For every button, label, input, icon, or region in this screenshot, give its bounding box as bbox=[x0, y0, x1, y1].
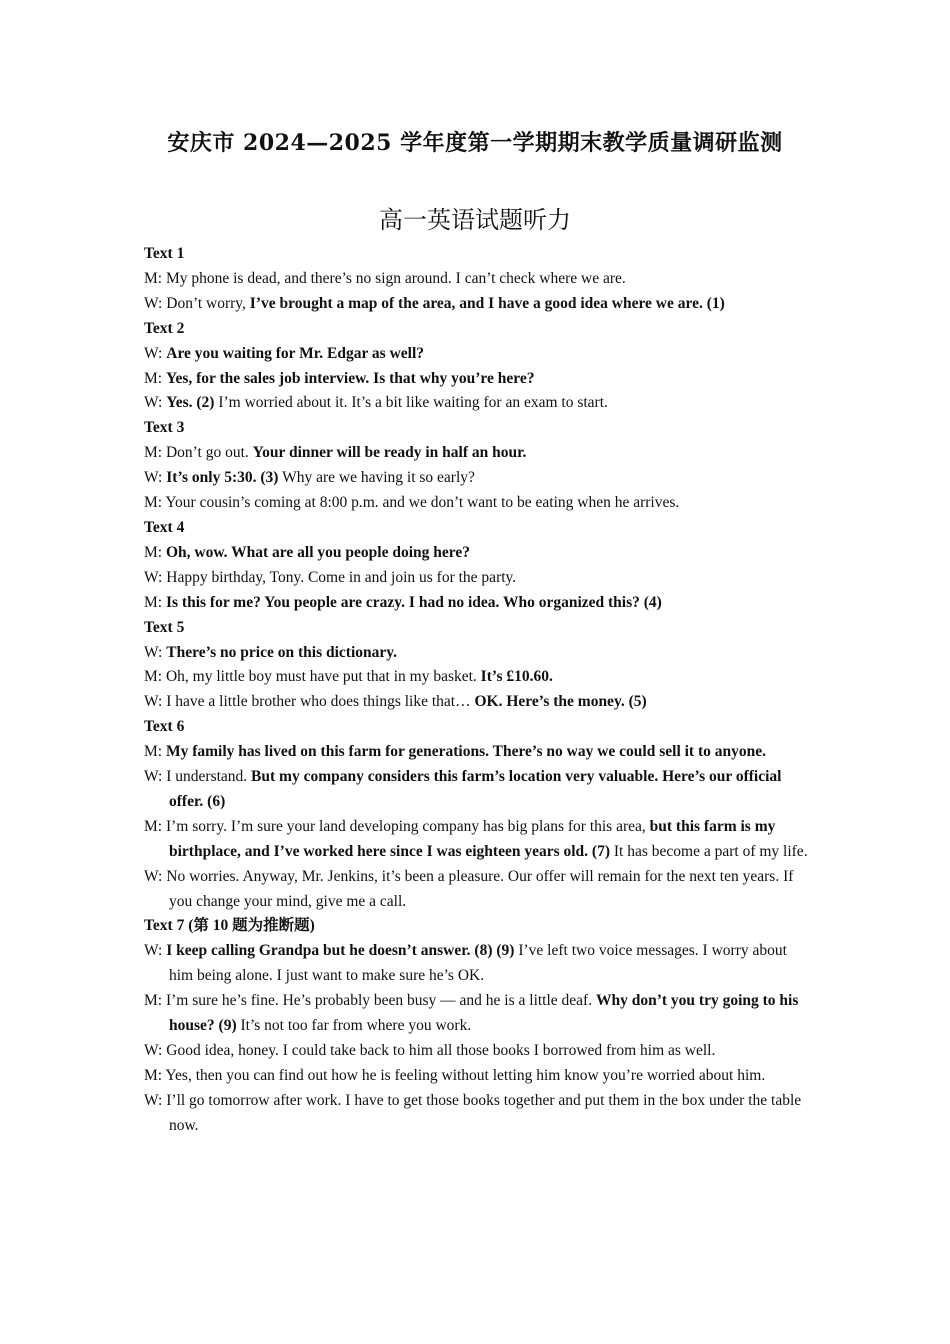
speaker-label: W: bbox=[144, 643, 163, 661]
answer-highlight: It’s only 5:30. (3) bbox=[166, 469, 279, 487]
speaker-label: M: bbox=[144, 444, 163, 462]
text-heading: Text 2 bbox=[144, 319, 185, 337]
dialogue-text: It has become a part of my life. bbox=[610, 842, 808, 860]
speaker-label: W: bbox=[144, 942, 163, 960]
dialogue-text: I’m worried about it. It’s a bit like waiting for an exam to start. bbox=[214, 394, 608, 412]
dialogue-line bbox=[144, 367, 810, 392]
speaker-label: W: bbox=[144, 394, 163, 412]
dialogue-line bbox=[144, 765, 810, 815]
answer-highlight: My family has lived on this farm for generations. There’s no way we could sell it to anyone. bbox=[165, 743, 767, 761]
dialogue-line bbox=[144, 1039, 810, 1064]
dialogue-line bbox=[144, 466, 810, 491]
answer-highlight: I keep calling Grandpa but he doesn’t answer. (8) (9) bbox=[166, 942, 515, 960]
speaker-label: W: bbox=[144, 693, 163, 711]
answer-highlight: Is this for me? You people are crazy. I had no idea. Who organized this? (4) bbox=[165, 593, 662, 611]
dialogue-line bbox=[144, 267, 810, 292]
dialogue-line bbox=[144, 665, 810, 690]
speaker-label: W: bbox=[144, 867, 163, 885]
dialogue-text: It’s not too far from where you work. bbox=[236, 1017, 472, 1035]
speaker-label: M: bbox=[144, 817, 163, 835]
speaker-label: W: bbox=[144, 568, 163, 586]
dialogue-line bbox=[144, 740, 810, 765]
speaker-label: M: bbox=[144, 743, 163, 761]
speaker-label: W: bbox=[144, 1091, 163, 1109]
text-heading: Text 1 bbox=[144, 245, 185, 262]
dialogue-text: Good idea, honey. I could take back to him all those books I borrowed from him as well. bbox=[166, 1042, 716, 1059]
dialogue-line bbox=[144, 391, 810, 416]
speaker-label: M: bbox=[144, 543, 163, 561]
document-subtitle: 高一英语试题听力 bbox=[379, 206, 571, 234]
speaker-label: M: bbox=[144, 1066, 163, 1084]
text-heading: Text 4 bbox=[144, 518, 185, 536]
dialogue-line bbox=[144, 865, 810, 915]
dialogue-text: I’ve left two voice messages. I worry about him being alone. I just want to make sure he’s OK. bbox=[169, 942, 787, 985]
speaker-label: W: bbox=[144, 1042, 163, 1059]
text-heading: Text 6 bbox=[144, 718, 185, 736]
dialogue-line bbox=[144, 292, 810, 317]
speaker-label: M: bbox=[144, 992, 163, 1010]
dialogue-line bbox=[144, 541, 810, 566]
dialogue-text: Don’t worry, bbox=[166, 294, 250, 312]
dialogue-line bbox=[144, 815, 810, 865]
dialogue-text: Yes, then you can find out how he is feeling without letting him know you’re worried about him. bbox=[165, 1066, 766, 1084]
speaker-label: M: bbox=[144, 269, 163, 287]
dialogue-line bbox=[144, 342, 810, 367]
dialogue-text: I’m sorry. I’m sure your land developing company has big plans for this area, bbox=[165, 817, 650, 835]
document-title: 安庆市 2024—2025 学年度第一学期期末教学质量调研监测 bbox=[167, 130, 783, 156]
answer-highlight: Yes, for the sales job interview. Is that why you’re here? bbox=[165, 369, 535, 387]
dialogue-line bbox=[144, 989, 810, 1039]
dialogue-text: Why are we having it so early? bbox=[278, 469, 475, 487]
answer-highlight: It’s £10.60. bbox=[480, 668, 553, 686]
dialogue-line bbox=[144, 1089, 810, 1139]
answer-highlight: Yes. (2) bbox=[166, 394, 215, 412]
dialogue-text: No worries. Anyway, Mr. Jenkins, it’s been a pleasure. Our offer will remain for the next ten years. If you change your mind, give me a call. bbox=[166, 867, 794, 910]
dialogue-text: I have a little brother who does things like that… bbox=[166, 693, 475, 711]
speaker-label: W: bbox=[144, 469, 163, 487]
speaker-label: W: bbox=[144, 294, 163, 312]
speaker-label: W: bbox=[144, 344, 163, 362]
dialogue-line bbox=[144, 566, 810, 591]
answer-highlight: Oh, wow. What are all you people doing here? bbox=[165, 543, 470, 561]
dialogue-text: Oh, my little boy must have put that in my basket. bbox=[165, 668, 481, 686]
speaker-label: M: bbox=[144, 494, 163, 512]
answer-highlight: Why don’t you try going to his house? (9) bbox=[169, 992, 799, 1035]
dialogue-text: Don’t go out. bbox=[165, 444, 253, 462]
dialogue-line bbox=[144, 591, 810, 616]
dialogue-text: My phone is dead, and there’s no sign around. I can’t check where we are. bbox=[165, 269, 626, 287]
text-heading: Text 7 (第 10 题为推断题) bbox=[144, 917, 315, 935]
speaker-label: M: bbox=[144, 668, 163, 686]
text-heading: Text 5 bbox=[144, 618, 185, 636]
speaker-label: M: bbox=[144, 369, 163, 387]
dialogue-line bbox=[144, 939, 810, 989]
answer-highlight: But my company considers this farm’s location very valuable. Here’s our official offer. (6) bbox=[169, 768, 782, 810]
dialogue-text: Happy birthday, Tony. Come in and join us for the party. bbox=[166, 568, 517, 586]
answer-highlight: There’s no price on this dictionary. bbox=[166, 643, 398, 661]
transcript-body bbox=[144, 242, 810, 1139]
dialogue-line bbox=[144, 641, 810, 666]
speaker-label: M: bbox=[144, 593, 163, 611]
dialogue-text: Your cousin’s coming at 8:00 p.m. and we don’t want to be eating when he arrives. bbox=[165, 494, 680, 512]
answer-highlight: OK. Here’s the money. (5) bbox=[474, 693, 647, 711]
dialogue-line bbox=[144, 1064, 810, 1089]
answer-highlight: I’ve brought a map of the area, and I have a good idea where we are. (1) bbox=[249, 294, 725, 312]
dialogue-text: I understand. bbox=[166, 768, 252, 786]
speaker-label: W: bbox=[144, 768, 163, 786]
dialogue-line bbox=[144, 441, 810, 466]
dialogue-line bbox=[144, 690, 810, 715]
dialogue-text: I’ll go tomorrow after work. I have to get those books together and put them in the box under the table now. bbox=[166, 1091, 802, 1134]
answer-highlight: Are you waiting for Mr. Edgar as well? bbox=[166, 344, 425, 362]
answer-highlight: but this farm is my birthplace, and I’ve worked here since I was eighteen years old. (7) bbox=[169, 817, 776, 860]
dialogue-text: I’m sure he’s fine. He’s probably been busy — and he is a little deaf. bbox=[165, 992, 596, 1010]
dialogue-line bbox=[144, 491, 810, 516]
answer-highlight: Your dinner will be ready in half an hour. bbox=[252, 444, 527, 462]
text-heading: Text 3 bbox=[144, 419, 185, 437]
